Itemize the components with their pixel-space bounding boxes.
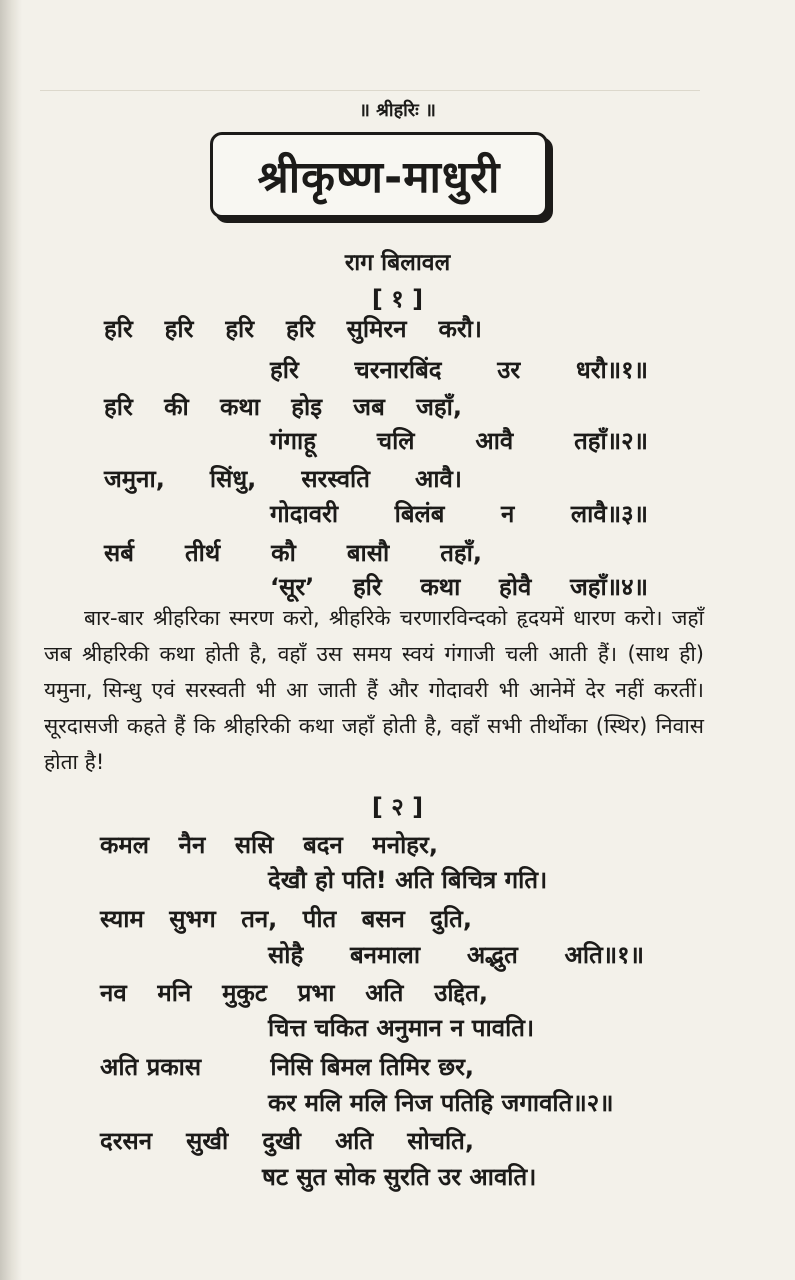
verse-word: मनि (157, 979, 192, 1007)
verse-line (100, 1124, 474, 1157)
verse-word: ‘सूर’ (270, 573, 315, 601)
verse-word: चित्त चकित अनुमान न पावति। (268, 1014, 535, 1042)
verse-word: गोदावरी (270, 500, 339, 528)
verse-word: धरौ॥१॥ (575, 356, 648, 384)
verse-word: हरि (104, 393, 133, 421)
verse-word: सुखी (186, 1127, 229, 1155)
page-edge-shadow (0, 0, 22, 1280)
verse-word: मनोहर, (372, 831, 438, 859)
verse-word: अति प्रकास (100, 1053, 202, 1081)
verse-number: [ २ ] (371, 793, 424, 821)
verse-word: स्याम (100, 905, 144, 933)
verse-number: [ १ ] (371, 285, 424, 313)
verse-word: होइ (291, 393, 323, 421)
verse-word: हरि (104, 315, 133, 343)
verse-word: सुमिरन (346, 315, 407, 343)
verse-word: अति (334, 1127, 374, 1155)
verse-word: निसि बिमल तिमिर छर, (270, 1053, 474, 1081)
verse-word: जब (353, 393, 385, 421)
verse-word: कमल (100, 831, 150, 859)
verse-word: सर्ब (104, 539, 134, 567)
verse-word: सोचति, (407, 1127, 474, 1155)
verse-line (270, 353, 648, 386)
verse-word: दुति, (430, 905, 472, 933)
verse-word: सरस्वति (301, 465, 370, 493)
verse-line (268, 863, 598, 896)
verse-word: पीत (302, 905, 337, 933)
verse-line (104, 462, 462, 495)
verse-line (268, 938, 644, 971)
verse-line (100, 902, 472, 935)
verse-word: हरि (285, 315, 315, 343)
verse-word: हरि (164, 315, 194, 343)
verse-word: जमुना, (104, 465, 165, 493)
verse-line (104, 536, 482, 569)
verse-word: तन, (241, 905, 278, 933)
verse-word: बिलंब (394, 500, 445, 528)
verse-line (104, 390, 462, 423)
verse-word: हरि (225, 315, 255, 343)
verse-word: अति (365, 979, 404, 1007)
verse-word: जहाँ, (416, 393, 462, 421)
verse-word: अद्भुत (466, 941, 518, 969)
verse-word: लावै॥३॥ (570, 500, 648, 528)
verse-word: कथा (420, 573, 461, 601)
verse-word: कथा (220, 393, 260, 421)
verse-word: उर (497, 356, 521, 384)
verse-line (270, 497, 648, 530)
verse-word: चलि (376, 427, 415, 455)
verse-word: षट सुत सोक सुरति उर आवति। (262, 1163, 537, 1191)
verse-line (100, 976, 488, 1009)
verse-line (270, 570, 648, 603)
verse-word: प्रभा (297, 979, 335, 1007)
verse-word: सोहै (268, 941, 304, 969)
verse-word: उद्दित, (434, 979, 488, 1007)
verse-word: दरसन (100, 1127, 153, 1155)
verse-word: सुभग (169, 905, 216, 933)
verse-line (268, 1086, 644, 1119)
verse-word: तहाँ॥२॥ (574, 427, 648, 455)
verse-word: कौ (271, 539, 296, 567)
verse-word: अति॥१॥ (564, 941, 644, 969)
verse-word: बसन (361, 905, 405, 933)
verse-line (104, 312, 482, 345)
verse-word: गंगाहू (270, 427, 316, 455)
verse-word: करौ। (438, 315, 482, 343)
verse-word: चरनारबिंद (354, 356, 442, 384)
verse-word: आवै (475, 427, 514, 455)
verse-word: सिंधु, (209, 465, 257, 493)
verse-word: आवै। (415, 465, 462, 493)
verse-line (268, 1011, 598, 1044)
verse-word: बदन (303, 831, 343, 859)
verse-word: बासौ (346, 539, 390, 567)
bleed-through-header (40, 60, 700, 91)
raga-heading: राग बिलावल (344, 250, 451, 276)
verse-line (270, 424, 648, 457)
verse-word: तहाँ, (440, 539, 482, 567)
verse-word: दुखी (262, 1127, 301, 1155)
verse-word: बनमाला (349, 941, 421, 969)
invocation-mark: ॥ श्रीहरिः ॥ (359, 100, 436, 121)
verse-meaning (44, 600, 704, 780)
meaning-text: बार-बार श्रीहरिका स्मरण करो, श्रीहरिके चरणारविन्दको हृदयमें धारण करो। जहाँ जब श्रीहरिकी कथा होती है, वहाँ उस समय स्वयं गंगाजी चली आती हैं। (साथ ही) यमुना, सिन्धु एवं सरस्वती भी आ जाती हैं और गोदावरी भी आनेमें देर नहीं करतीं। सूरदासजी कहते हैं कि श्रीहरिकी कथा जहाँ होती है, वहाँ सभी तीर्थोंका (स्थिर) निवास होता है! (44, 606, 704, 774)
verse-word: ससि (234, 831, 274, 859)
verse-word: नैन (178, 831, 206, 859)
verse-word: कर मलि मलि निज पतिहि जगावति॥२॥ (268, 1089, 614, 1117)
verse-word: हरि (270, 356, 299, 384)
verse-word: नव (100, 979, 127, 1007)
verse-word: होवै (499, 573, 532, 601)
page-title: श्रीकृष्ण-माधुरी (257, 152, 501, 203)
verse-word: हरि (352, 573, 382, 601)
verse-word: जहाँ॥४॥ (569, 573, 648, 601)
verse-word: मुकुट (222, 979, 267, 1007)
verse-line (262, 1160, 598, 1193)
verse-word: तीर्थ (184, 539, 221, 567)
verse-line (100, 828, 438, 861)
verse-line (100, 1050, 474, 1083)
verse-word: की (164, 393, 189, 421)
title-frame (210, 132, 548, 218)
verse-word: न (501, 500, 515, 528)
verse-word: देखौ हो पति! अति बिचित्र गति। (268, 866, 548, 894)
